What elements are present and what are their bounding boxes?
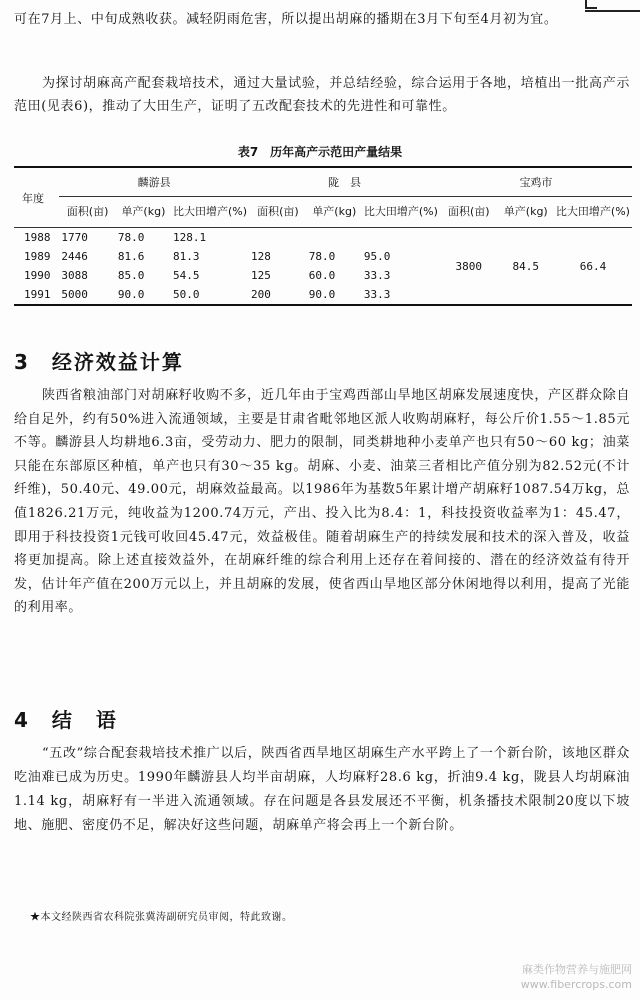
yield-table xyxy=(14,166,632,306)
cell-linyou-area: 2446 xyxy=(61,250,88,263)
table-row xyxy=(14,228,632,248)
cell-linyou-yield: 78.0 xyxy=(117,231,145,244)
cell-longxian-increase: 33.3 xyxy=(363,288,391,301)
sub-header-area: 面积(亩) xyxy=(447,205,490,218)
cell-linyou-increase: 50.0 xyxy=(172,288,200,301)
sub-header-yield: 单产(kg) xyxy=(121,205,166,218)
cell-longxian-yield: 78.0 xyxy=(308,250,336,263)
group-header-linyou: 麟游县 xyxy=(59,167,249,197)
cell-linyou-increase: 81.3 xyxy=(172,250,200,263)
paragraph-2: 为探讨胡麻高产配套栽培技术，通过大量试验，并总结经验，综合运用于各地，培植出一批高产示范田(见表6)，推动了大田生产，证明了五改配套技术的先进性和可靠性。 xyxy=(14,76,630,114)
cell-longxian-area: 200 xyxy=(251,288,271,301)
sub-header-area: 面积(亩) xyxy=(257,205,299,218)
section-4-body: “五改”综合配套栽培技术推广以后，陕西省西旱地区胡麻生产水平跨上了一个新台阶，该地区群众吃油难已成为历史。1990年麟游县人均半亩胡麻，人均麻籽28.6 kg，折油9.4 kg，陇县人均胡麻油1.14 kg，胡麻籽有一半进入流通领域。存在问题是各县发展还不平衡，机条播技术限制20度以下坡地、施肥、密度仍不足，解决好这些问题，胡麻单产将会再上一个新台阶。 xyxy=(14,746,630,833)
sub-header-area: 面积(亩) xyxy=(66,205,109,218)
cell-baoji-increase: 66.4 xyxy=(579,259,607,273)
cell-year: 1989 xyxy=(24,250,51,263)
table-caption: 表7 历年高产示范田产量结果 xyxy=(237,145,403,159)
section-4-title: 结 语 xyxy=(51,708,118,732)
paragraph-1: 可在7月上、中旬成熟收获。减轻阴雨危害，所以提出胡麻的播期在3月下旬至4月初为宜。 xyxy=(14,12,558,27)
sub-header-increase: 比大田增产(%) xyxy=(172,205,248,218)
section-3-body: 陕西省粮油部门对胡麻籽收购不多，近几年由于宝鸡西部山旱地区胡麻发展速度快，产区群众除自给自足外，约有50%进入流通领域，主要是甘肃省毗邻地区派人收购胡麻籽，每公斤价1.55～1.85元不等。麟游县人均耕地6.3亩，受劳动力、肥力的限制，同类耕地种小麦单产也只有50～60 kg；油菜只能在东部原区种植，单产也只有30～35 kg。胡麻、小麦、油菜三者相比产值分别为82.52元(不计纤维)，50.40元、49.00元，胡麻效益最高。以1986年为基数5年累计增产胡麻籽1087.54万kg，总值1826.21万元，纯收益为1200.74万元，产出、投入比为8.4：1，科技投资收益率为1：45.47，即用于科技投资1元钱可收回45.47元，效益极佳。随着胡麻生产的持续发展和技术的深入普及，收益将更加提高。除上述直接效益外，在胡麻纤维的综合利用上还存在着间接的、潜在的经济效益有待开发，估计年产值在200万元以上，并且胡麻的发展，使省西山旱地区部分休闲地得以利用，提高了光能的利用率。 xyxy=(14,388,630,616)
cell-year: 1991 xyxy=(24,288,51,301)
cell-linyou-increase: 54.5 xyxy=(172,269,200,282)
cell-baoji-area: 3800 xyxy=(455,259,482,273)
watermark xyxy=(521,962,632,992)
section-3-heading xyxy=(14,346,184,375)
section-4-number: 4 xyxy=(14,708,30,732)
cell-linyou-increase: 128.1 xyxy=(172,231,207,244)
cell-longxian-area: 125 xyxy=(251,269,271,282)
watermark-line-1: 麻类作物营养与施肥网 xyxy=(522,963,632,976)
cell-baoji-yield: 84.5 xyxy=(512,259,539,273)
cell-longxian-yield: 90.0 xyxy=(308,288,336,301)
cell-year: 1988 xyxy=(24,231,51,244)
cell-linyou-yield: 81.6 xyxy=(117,250,145,263)
section-4-heading xyxy=(14,704,118,733)
sub-header-increase: 比大田增产(%) xyxy=(555,205,630,218)
group-header-baoji: 宝鸡市 xyxy=(440,167,632,197)
cell-linyou-yield: 90.0 xyxy=(117,288,145,301)
cell-longxian-yield xyxy=(307,228,362,248)
cell-longxian-area: 128 xyxy=(251,250,271,263)
section-3-title: 经济效益计算 xyxy=(51,350,184,374)
year-header: 年度 xyxy=(14,167,59,228)
group-header-longxian: 陇 县 xyxy=(249,167,440,197)
cell-longxian-increase: 33.3 xyxy=(363,269,391,282)
cell-longxian-increase xyxy=(362,228,440,248)
cell-longxian-yield: 60.0 xyxy=(308,269,336,282)
cell-linyou-area: 1770 xyxy=(61,231,88,244)
footnote: ★本文经陕西省农科院张冀涛副研究员审阅，特此致谢。 xyxy=(30,912,293,923)
cell-year: 1990 xyxy=(24,269,51,282)
sub-header-yield: 单产(kg) xyxy=(312,205,357,218)
cell-linyou-area: 3088 xyxy=(61,269,88,282)
sub-header-yield: 单产(kg) xyxy=(503,205,548,218)
sub-header-increase: 比大田增产(%) xyxy=(363,205,438,218)
cell-longxian-area xyxy=(249,228,307,248)
watermark-line-2: www.fibercrops.com xyxy=(520,978,632,991)
cell-longxian-increase: 95.0 xyxy=(363,250,391,263)
cell-linyou-yield: 85.0 xyxy=(117,269,145,282)
section-3-number: 3 xyxy=(14,350,30,374)
cell-linyou-area: 5000 xyxy=(61,288,88,301)
